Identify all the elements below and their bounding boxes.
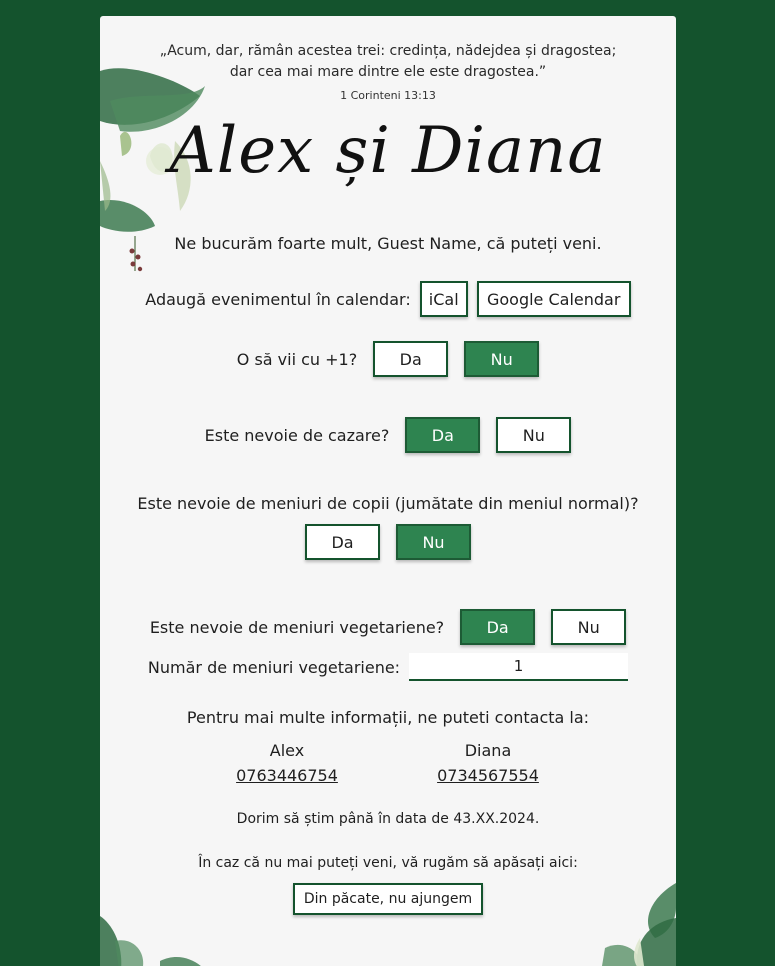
plus-one-label: O să vii cu +1? xyxy=(236,349,358,369)
plus-one-yes-button[interactable]: Da xyxy=(373,341,448,377)
calendar-label: Adaugă evenimentul în calendar: xyxy=(145,289,411,309)
welcome-message: Ne bucurăm foarte mult, Guest Name, că puteți veni. xyxy=(174,234,602,253)
vegetarian-no-button[interactable]: Nu xyxy=(551,609,626,645)
vegetarian-count-input[interactable]: 1 xyxy=(409,653,628,681)
contact-intro: Pentru mai multe informații, ne puteti contacta la: xyxy=(186,708,590,727)
contact-phone-link[interactable]: 0763446754 xyxy=(236,766,338,785)
vegetarian-count-label: Număr de meniuri vegetariene: xyxy=(147,657,401,677)
accommodation-row xyxy=(100,417,676,453)
quote-reference: 1 Corinteni 13:13 xyxy=(340,89,436,102)
accommodation-no-button[interactable]: Nu xyxy=(496,417,571,453)
plus-one-no-button[interactable]: Nu xyxy=(464,341,539,377)
quote-line-2: dar cea mai mare dintre ele este dragostea.” xyxy=(229,64,547,80)
cancel-instructions: În caz că nu mai puteți veni, vă rugăm să apăsați aici: xyxy=(198,855,578,871)
google-calendar-button[interactable]: Google Calendar xyxy=(477,281,631,317)
floral-decoration-bottom-left xyxy=(100,906,240,966)
cancel-attendance-button[interactable]: Din păcate, nu ajungem xyxy=(293,883,483,915)
contact-name: Diana xyxy=(464,741,512,760)
calendar-row xyxy=(100,281,676,317)
contact-phone-link[interactable]: 0734567554 xyxy=(437,766,539,785)
bible-quote xyxy=(100,41,676,83)
accommodation-yes-button[interactable]: Da xyxy=(405,417,480,453)
contact-diana xyxy=(408,738,568,788)
vegetarian-label: Este nevoie de meniuri vegetariene? xyxy=(149,617,445,637)
kids-menu-yes-button[interactable]: Da xyxy=(305,524,380,560)
cancel-row xyxy=(100,883,676,915)
vegetarian-row xyxy=(100,609,676,645)
accommodation-label: Este nevoie de cazare? xyxy=(204,425,390,445)
kids-menu-no-button[interactable]: Nu xyxy=(396,524,471,560)
vegetarian-yes-button[interactable]: Da xyxy=(460,609,535,645)
plus-one-row xyxy=(100,341,676,377)
contact-name: Alex xyxy=(269,741,305,760)
contact-alex xyxy=(207,738,367,788)
kids-menu-label: Este nevoie de meniuri de copii (jumătate din meniul normal)? xyxy=(137,494,639,513)
rsvp-deadline: Dorim să știm până în data de 43.XX.2024. xyxy=(236,811,540,827)
kids-menu-row xyxy=(100,524,676,560)
quote-line-1: „Acum, dar, rămân acestea trei: credința, nădejdea și dragostea; xyxy=(159,43,617,59)
vegetarian-count-row xyxy=(100,653,676,681)
couple-names: Alex și Diana xyxy=(169,114,607,188)
ical-button[interactable]: iCal xyxy=(420,281,468,317)
invitation-card xyxy=(100,16,676,966)
